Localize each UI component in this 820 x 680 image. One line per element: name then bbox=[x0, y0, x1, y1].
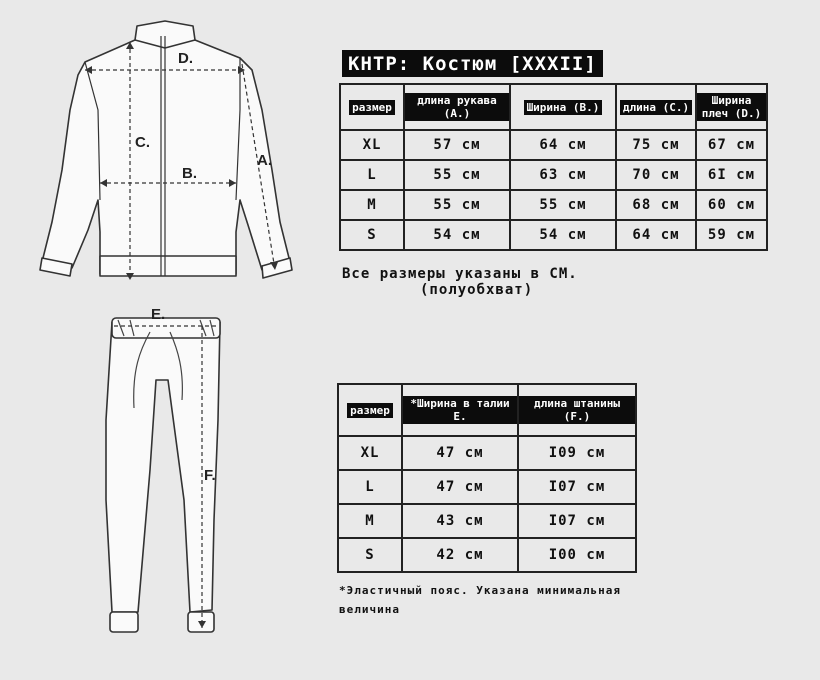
size-cell: XL bbox=[338, 436, 402, 470]
pants-note-line1: *Эластичный пояс. Указана минимальная bbox=[339, 584, 622, 597]
table-row bbox=[340, 220, 767, 250]
value-cell: 47 см bbox=[402, 436, 518, 470]
table-row bbox=[340, 160, 767, 190]
marker-f: F. bbox=[204, 467, 216, 484]
size-cell: M bbox=[340, 190, 404, 220]
header-leg-length: длина штанины (F.) bbox=[519, 396, 635, 424]
pants-waistband bbox=[112, 318, 220, 338]
value-cell: 75 см bbox=[616, 130, 696, 160]
marker-d: D. bbox=[178, 50, 193, 67]
value-cell: 64 см bbox=[616, 220, 696, 250]
table-row bbox=[338, 538, 636, 572]
table-row bbox=[340, 130, 767, 160]
value-cell: 67 см bbox=[696, 130, 767, 160]
size-cell: S bbox=[340, 220, 404, 250]
value-cell: 55 см bbox=[404, 190, 510, 220]
value-cell: 55 см bbox=[510, 190, 616, 220]
header-size: размер bbox=[347, 403, 393, 418]
marker-e: E. bbox=[151, 306, 166, 323]
table-row bbox=[338, 436, 636, 470]
value-cell: 60 см bbox=[696, 190, 767, 220]
value-cell: 64 см bbox=[510, 130, 616, 160]
jacket-size-table bbox=[339, 83, 768, 251]
pants-note-line2: величина bbox=[339, 603, 400, 616]
value-cell: 59 см bbox=[696, 220, 767, 250]
table-row bbox=[338, 470, 636, 504]
jacket-hem bbox=[100, 256, 236, 276]
value-cell: 43 см bbox=[402, 504, 518, 538]
value-cell: 54 см bbox=[510, 220, 616, 250]
pants-size-table bbox=[337, 383, 637, 573]
size-cell: M bbox=[338, 504, 402, 538]
value-cell: 6I см bbox=[696, 160, 767, 190]
header-length: длина (C.) bbox=[620, 100, 692, 115]
value-cell: 63 см bbox=[510, 160, 616, 190]
value-cell: 55 см bbox=[404, 160, 510, 190]
size-cell: L bbox=[340, 160, 404, 190]
value-cell: I00 см bbox=[518, 538, 636, 572]
header-shoulder-width: Ширина плеч (D.) bbox=[697, 93, 766, 121]
marker-b: B. bbox=[182, 165, 197, 182]
pants-body bbox=[106, 322, 220, 612]
table-row bbox=[338, 504, 636, 538]
value-cell: 57 см bbox=[404, 130, 510, 160]
pants-left-cuff bbox=[110, 612, 138, 632]
value-cell: 68 см bbox=[616, 190, 696, 220]
value-cell: I07 см bbox=[518, 504, 636, 538]
marker-a: A. bbox=[257, 152, 272, 169]
pants-header-row bbox=[338, 384, 636, 436]
value-cell: I07 см bbox=[518, 470, 636, 504]
value-cell: 70 см bbox=[616, 160, 696, 190]
value-cell: 47 см bbox=[402, 470, 518, 504]
jacket-header-row bbox=[340, 84, 767, 130]
size-cell: L bbox=[338, 470, 402, 504]
header-sleeve-length: длина рукава (A.) bbox=[405, 93, 509, 121]
value-cell: 42 см bbox=[402, 538, 518, 572]
size-cell: XL bbox=[340, 130, 404, 160]
table-row bbox=[340, 190, 767, 220]
jacket-note-line2: (полуобхват) bbox=[420, 282, 534, 298]
page-title: КНТР: Костюм [XXXII] bbox=[342, 50, 603, 77]
size-cell: S bbox=[338, 538, 402, 572]
value-cell: I09 см bbox=[518, 436, 636, 470]
marker-c: C. bbox=[135, 134, 150, 151]
header-waist-width: *Ширина в талии E. bbox=[403, 396, 517, 424]
value-cell: 54 см bbox=[404, 220, 510, 250]
header-size: размер bbox=[349, 100, 395, 115]
header-width: Ширина (B.) bbox=[524, 100, 603, 115]
jacket-note-line1: Все размеры указаны в СМ. bbox=[342, 266, 578, 282]
